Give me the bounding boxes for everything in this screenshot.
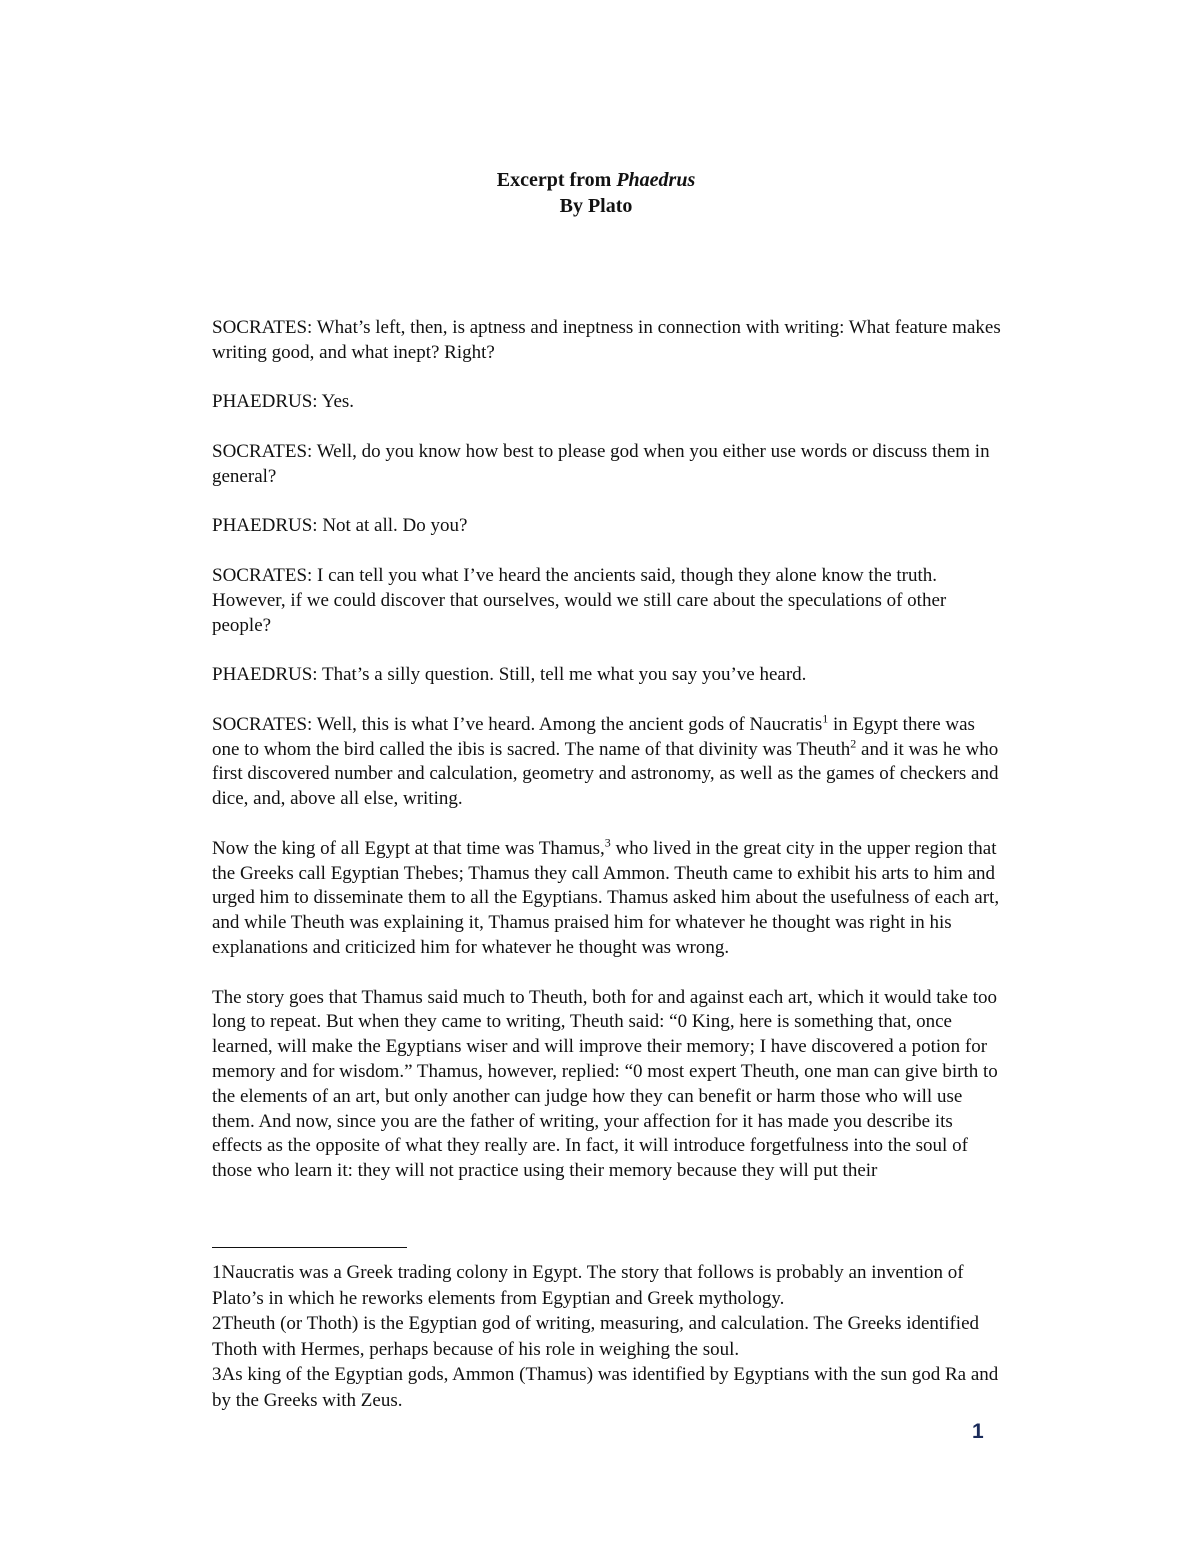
title-work: Phaedrus — [616, 169, 696, 191]
paragraph — [212, 837, 1002, 961]
footnote-ref-3[interactable]: 3 — [604, 835, 611, 850]
paragraph: SOCRATES: What’s left, then, is aptness and ineptness in connection with writing: What feature makes writing good, and what inept? Right? — [212, 317, 1001, 363]
paragraph-text: who lived in the great city in the upper region that the Greeks call Egyptian Thebes; Thamus they call Ammon. Theuth came to exhibit his arts to him and urged him to disseminate them to all the Egyptians. Thamus asked him about the usefulness of each art, and while Theuth was explaining it, Thamus praised him for whatever he thought was right in his explanations and criticized him for whatever he thought was wrong. — [212, 837, 1000, 958]
paragraph-text: Now the king of all Egypt at that time was Thamus, — [212, 837, 605, 859]
paragraph-text: SOCRATES: Well, this is what I’ve heard. Among the ancient gods of Naucratis — [212, 713, 823, 735]
title-prefix: Excerpt from — [496, 169, 617, 191]
footnote-ref-1[interactable]: 1 — [822, 711, 829, 726]
paragraph: PHAEDRUS: Not at all. Do you? — [212, 515, 468, 537]
page-number: 1 — [972, 1420, 984, 1443]
paragraph: PHAEDRUS: Yes. — [212, 391, 355, 413]
document-title — [0, 167, 1192, 193]
title-block — [0, 167, 1192, 219]
footnote-separator — [212, 1247, 407, 1248]
paragraph: SOCRATES: I can tell you what I’ve heard the ancients said, though they alone know the truth. However, if we could discover that ourselves, would we still care about the speculations of other people? — [212, 564, 947, 636]
paragraph: SOCRATES: Well, do you know how best to please god when you either use words or discuss them in general? — [212, 440, 990, 487]
footnotes — [212, 1260, 1002, 1414]
footnote-1: 1Naucratis was a Greek trading colony in Egypt. The story that follows is probably an invention of Plato’s in which he reworks elements from Egyptian and Greek mythology. — [212, 1262, 964, 1309]
dialogue-body — [212, 316, 1002, 1184]
paragraph: PHAEDRUS: That’s a silly question. Still, tell me what you say you’ve heard. — [212, 664, 807, 686]
footnote-3: 3As king of the Egyptian gods, Ammon (Thamus) was identified by Egyptians with the sun god Ra and by the Greeks with Zeus. — [212, 1364, 999, 1411]
footnote-ref-2[interactable]: 2 — [850, 736, 857, 751]
paragraph — [212, 713, 1002, 812]
footnote-2: 2Theuth (or Thoth) is the Egyptian god of writing, measuring, and calculation. The Greeks identified Thoth with Hermes, perhaps because of his role in weighing the soul. — [212, 1313, 980, 1360]
document-author: By Plato — [559, 195, 633, 217]
paragraph-text: and it was he who first discovered number and calculation, geometry and astronomy, as well as the games of checkers and dice, and, above all else, writing. — [212, 738, 999, 810]
paragraph: The story goes that Thamus said much to Theuth, both for and against each art, which it would take too long to repeat. But when they came to writing, Theuth said: “0 King, here is something that, once learned, will make the Egyptians wiser and will improve their memory; I have discovered a potion for memory and for wisdom.” Thamus, however, replied: “0 most expert Theuth, one man can give birth to the elements of an art, but only another can judge how they can benefit or harm those who will use them. And now, since you are the father of writing, your affection for it has made you describe its effects as the opposite of what they really are. In fact, it will introduce forgetfulness into the soul of those who learn it: they will not practice using their memory because they will put their — [212, 986, 998, 1182]
paragraph-text: in Egypt there was one to whom the bird called the ibis is sacred. The name of that divinity was Theuth — [212, 713, 975, 760]
